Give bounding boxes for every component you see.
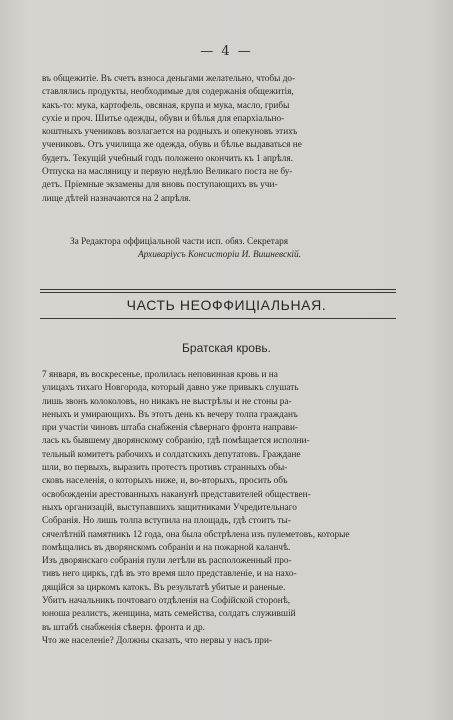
signature-block	[40, 236, 400, 263]
paragraph-school-notice	[42, 73, 398, 206]
text-line: детъ. Пріемные экзамены для вновь поступающихъ въ учи-	[42, 180, 278, 191]
text-line: тивъ него циркъ, гдѣ въ это время шло представленіе, и на нахо-	[42, 569, 297, 580]
paragraph-article-body	[42, 369, 398, 648]
signature-line-name: Архиваріусъ Консисторіи И. Вишневскій.	[138, 250, 301, 261]
text-line: юноша реалистъ, женщина, мать семейства, солдатъ служившій	[42, 609, 296, 620]
text-line: освобожденіи арестованныхъ наканунѣ представителей обществен-	[42, 489, 311, 500]
text-line: дящійся за циркомъ катокъ. Въ результатѣ убитые и раненые.	[42, 582, 286, 593]
article-title: Братская кровь.	[182, 341, 271, 355]
text-line: будетъ. Текущій учебный годъ положено окончить къ 1 апрѣля.	[42, 153, 293, 164]
text-line: Изъ дворянскаго собранія пули летѣли въ расположенный про-	[42, 556, 292, 567]
text-line: какъ-то: мука, картофель, овсяная, крупа и мука, масло, грибы	[42, 100, 290, 111]
signature-line-editor: За Редактора оффиціальной части исп. обяз. Секретаря	[70, 237, 289, 247]
text-line: лишь звонъ колоколовъ, но никакъ не выстрѣлы и не стоны ра-	[42, 396, 292, 407]
text-line: учениковъ. Отъ училища же одежда, обувь и бѣлье выдаваться не	[42, 140, 302, 151]
page-number: — 4 —	[200, 44, 253, 59]
text-line: Отпуска на масляницу и первую недѣлю Великаго поста не бу-	[42, 167, 293, 178]
text-line: въ штабѣ снабженія сѣверн. фронта и др.	[42, 622, 205, 633]
text-line: сячелѣтній памятникъ 12 года, она была обстрѣлена изъ пулеметовъ, которые	[42, 529, 350, 540]
text-line: ныхъ организацій, выступавшихъ защитниками Учредительнаго	[42, 502, 297, 513]
text-line: неныхъ и умирающихъ. Въ этотъ день къ вечеру толпа гражданъ	[42, 409, 298, 420]
text-line: Убитъ начальникъ почтоваго отдѣленія на Софійской сторонѣ,	[42, 596, 291, 607]
text-line: въ общежитіе. Въ счетъ взноса деньгами желательно, чтобы до-	[42, 74, 296, 84]
divider-rule	[40, 318, 396, 319]
text-line: шли, во первыхъ, выразить протестъ противъ странныхъ обы-	[42, 463, 288, 474]
text-line: 7 января, въ воскресенье, пролилась неповинная кровь и на	[42, 370, 278, 380]
text-line: ставлялись продукты, необходимые для содержанія общежитія,	[42, 87, 294, 98]
text-line: сковъ населенія, о которыхъ ниже, и, во-вторыхъ, просить объ	[42, 476, 288, 487]
text-line: Собранія. Но лишь толпа вступила на площадь, гдѣ стоитъ ты-	[42, 516, 291, 527]
text-line: коштныхъ учениковъ возлагается на родныхъ и опекуновъ этихъ	[42, 127, 298, 138]
text-line: улицахъ тихаго Новгорода, который давно уже привыкъ слушать	[42, 383, 299, 394]
text-line: при участіи чиновъ штаба снабженія сѣвернаго фронта направи-	[42, 423, 299, 434]
text-line: лище дѣтей назначаются на 2 апрѣля.	[42, 193, 191, 204]
divider-rule	[40, 289, 396, 290]
text-line: Что же населеніе? Должны сказать, что нервы у насъ при-	[42, 635, 273, 646]
text-line: сухіе и проч. Шитье одежды, обуви и бѣлья для епархіально-	[42, 113, 285, 124]
text-line: тельный комитетъ рабочихъ и солдатскихъ депутатовъ. Граждане	[42, 449, 301, 460]
section-title: ЧАСТЬ НЕОФФИЦІАЛЬНАЯ.	[126, 297, 327, 313]
divider-rule	[40, 292, 396, 293]
text-line: помѣщались въ дворянскомъ собраніи и на пожарной каланчѣ.	[42, 542, 291, 553]
text-line: лась къ бывшему дворянскому собранію, гдѣ помѣщается исполни-	[42, 436, 310, 447]
